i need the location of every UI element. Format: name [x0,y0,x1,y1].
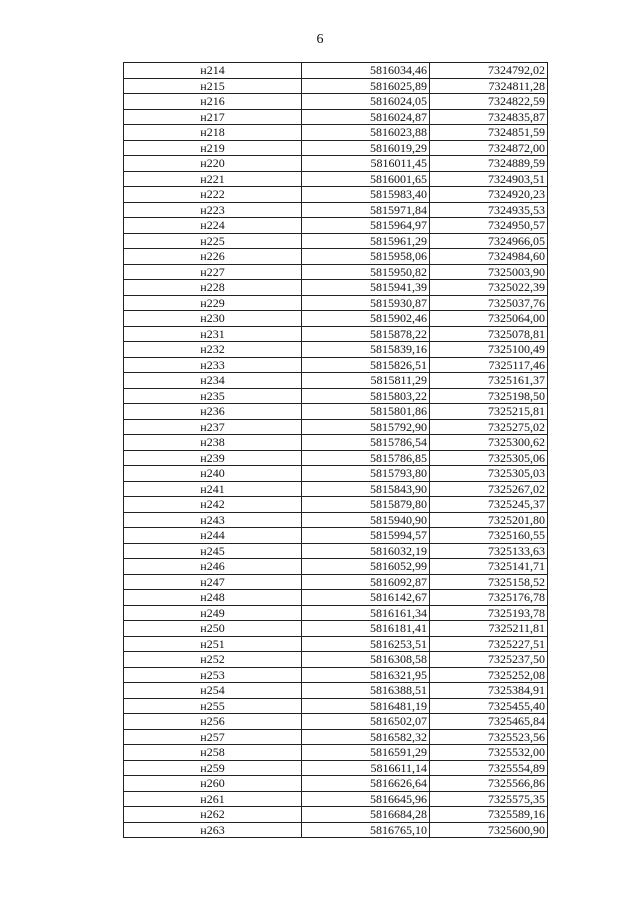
point-id-cell: н258 [124,745,302,761]
y-coordinate-cell: 7325305,03 [430,466,548,482]
point-id-cell: н217 [124,109,302,125]
table-row [124,543,548,559]
point-id-cell: н227 [124,264,302,280]
table-row [124,698,548,714]
table-row [124,388,548,404]
point-id-cell: н228 [124,280,302,296]
point-id-cell: н238 [124,435,302,451]
point-id-cell: н251 [124,636,302,652]
point-id-cell: н237 [124,419,302,435]
table-row [124,109,548,125]
y-coordinate-cell: 7324811,28 [430,78,548,94]
point-id-cell: н214 [124,63,302,79]
y-coordinate-cell: 7324872,00 [430,140,548,156]
point-id-cell: н263 [124,822,302,838]
x-coordinate-cell: 5815786,85 [302,450,430,466]
point-id-cell: н220 [124,156,302,172]
x-coordinate-cell: 5816321,95 [302,667,430,683]
y-coordinate-cell: 7324835,87 [430,109,548,125]
table-row [124,621,548,637]
y-coordinate-cell: 7324822,59 [430,94,548,110]
y-coordinate-cell: 7325160,55 [430,528,548,544]
y-coordinate-cell: 7324903,51 [430,171,548,187]
x-coordinate-cell: 5816024,87 [302,109,430,125]
y-coordinate-cell: 7325575,35 [430,791,548,807]
point-id-cell: н235 [124,388,302,404]
x-coordinate-cell: 5816502,07 [302,714,430,730]
table-row [124,156,548,172]
point-id-cell: н259 [124,760,302,776]
table-row [124,652,548,668]
point-id-cell: н249 [124,605,302,621]
y-coordinate-cell: 7324851,59 [430,125,548,141]
table-row [124,791,548,807]
x-coordinate-cell: 5816388,51 [302,683,430,699]
y-coordinate-cell: 7325078,81 [430,326,548,342]
x-coordinate-cell: 5815971,84 [302,202,430,218]
table-row [124,63,548,79]
table-row [124,78,548,94]
table-row [124,636,548,652]
point-id-cell: н232 [124,342,302,358]
point-id-cell: н262 [124,807,302,823]
y-coordinate-cell: 7325227,51 [430,636,548,652]
table-row [124,435,548,451]
x-coordinate-cell: 5815930,87 [302,295,430,311]
y-coordinate-cell: 7325215,81 [430,404,548,420]
table-row [124,512,548,528]
point-id-cell: н245 [124,543,302,559]
coordinates-table [123,62,548,838]
y-coordinate-cell: 7325554,89 [430,760,548,776]
table-row [124,94,548,110]
table-row [124,404,548,420]
x-coordinate-cell: 5815961,29 [302,233,430,249]
x-coordinate-cell: 5816684,28 [302,807,430,823]
x-coordinate-cell: 5816024,05 [302,94,430,110]
y-coordinate-cell: 7325037,76 [430,295,548,311]
y-coordinate-cell: 7325600,90 [430,822,548,838]
point-id-cell: н216 [124,94,302,110]
point-id-cell: н231 [124,326,302,342]
y-coordinate-cell: 7325003,90 [430,264,548,280]
table-row [124,528,548,544]
x-coordinate-cell: 5816308,58 [302,652,430,668]
x-coordinate-cell: 5815940,90 [302,512,430,528]
x-coordinate-cell: 5816765,10 [302,822,430,838]
table-row [124,264,548,280]
x-coordinate-cell: 5816611,14 [302,760,430,776]
point-id-cell: н247 [124,574,302,590]
x-coordinate-cell: 5815826,51 [302,357,430,373]
point-id-cell: н255 [124,698,302,714]
x-coordinate-cell: 5816019,29 [302,140,430,156]
table-row [124,249,548,265]
table-row [124,760,548,776]
point-id-cell: н254 [124,683,302,699]
point-id-cell: н229 [124,295,302,311]
x-coordinate-cell: 5816092,87 [302,574,430,590]
y-coordinate-cell: 7325176,78 [430,590,548,606]
table-row [124,590,548,606]
point-id-cell: н239 [124,450,302,466]
point-id-cell: н221 [124,171,302,187]
table-row [124,125,548,141]
point-id-cell: н261 [124,791,302,807]
x-coordinate-cell: 5815879,80 [302,497,430,513]
y-coordinate-cell: 7324966,05 [430,233,548,249]
y-coordinate-cell: 7325201,80 [430,512,548,528]
y-coordinate-cell: 7325267,02 [430,481,548,497]
table-row [124,822,548,838]
y-coordinate-cell: 7325589,16 [430,807,548,823]
x-coordinate-cell: 5816032,19 [302,543,430,559]
y-coordinate-cell: 7325455,40 [430,698,548,714]
y-coordinate-cell: 7325532,00 [430,745,548,761]
table-row [124,481,548,497]
x-coordinate-cell: 5816481,19 [302,698,430,714]
table-row [124,667,548,683]
x-coordinate-cell: 5816181,41 [302,621,430,637]
table-row [124,311,548,327]
table-row [124,605,548,621]
y-coordinate-cell: 7325252,08 [430,667,548,683]
table-row [124,714,548,730]
x-coordinate-cell: 5815803,22 [302,388,430,404]
table-row [124,171,548,187]
coordinates-table-body [124,63,548,838]
y-coordinate-cell: 7325465,84 [430,714,548,730]
table-row [124,187,548,203]
table-row [124,218,548,234]
table-row [124,342,548,358]
point-id-cell: н241 [124,481,302,497]
y-coordinate-cell: 7325158,52 [430,574,548,590]
x-coordinate-cell: 5815964,97 [302,218,430,234]
y-coordinate-cell: 7324950,57 [430,218,548,234]
y-coordinate-cell: 7324889,59 [430,156,548,172]
y-coordinate-cell: 7325237,50 [430,652,548,668]
point-id-cell: н219 [124,140,302,156]
y-coordinate-cell: 7325064,00 [430,311,548,327]
x-coordinate-cell: 5815950,82 [302,264,430,280]
page-number: 6 [316,32,324,47]
y-coordinate-cell: 7324984,60 [430,249,548,265]
x-coordinate-cell: 5815801,86 [302,404,430,420]
point-id-cell: н257 [124,729,302,745]
y-coordinate-cell: 7325198,50 [430,388,548,404]
x-coordinate-cell: 5816025,89 [302,78,430,94]
y-coordinate-cell: 7325141,71 [430,559,548,575]
y-coordinate-cell: 7324935,53 [430,202,548,218]
y-coordinate-cell: 7325275,02 [430,419,548,435]
x-coordinate-cell: 5815793,80 [302,466,430,482]
x-coordinate-cell: 5815811,29 [302,373,430,389]
x-coordinate-cell: 5815839,16 [302,342,430,358]
table-row [124,745,548,761]
table-row [124,776,548,792]
x-coordinate-cell: 5815878,22 [302,326,430,342]
table-row [124,450,548,466]
point-id-cell: н240 [124,466,302,482]
table-row [124,574,548,590]
x-coordinate-cell: 5815994,57 [302,528,430,544]
x-coordinate-cell: 5816253,51 [302,636,430,652]
table-row [124,295,548,311]
point-id-cell: н243 [124,512,302,528]
point-id-cell: н250 [124,621,302,637]
y-coordinate-cell: 7325245,37 [430,497,548,513]
x-coordinate-cell: 5816001,65 [302,171,430,187]
table-row [124,202,548,218]
x-coordinate-cell: 5816052,99 [302,559,430,575]
x-coordinate-cell: 5816582,32 [302,729,430,745]
y-coordinate-cell: 7325100,49 [430,342,548,358]
x-coordinate-cell: 5815786,54 [302,435,430,451]
point-id-cell: н248 [124,590,302,606]
point-id-cell: н222 [124,187,302,203]
x-coordinate-cell: 5815941,39 [302,280,430,296]
y-coordinate-cell: 7325161,37 [430,373,548,389]
y-coordinate-cell: 7325211,81 [430,621,548,637]
table-row [124,357,548,373]
point-id-cell: н218 [124,125,302,141]
x-coordinate-cell: 5815983,40 [302,187,430,203]
table-row [124,373,548,389]
y-coordinate-cell: 7325305,06 [430,450,548,466]
point-id-cell: н252 [124,652,302,668]
table-row [124,729,548,745]
point-id-cell: н253 [124,667,302,683]
x-coordinate-cell: 5815843,90 [302,481,430,497]
table-row [124,807,548,823]
table-row [124,280,548,296]
table-row [124,683,548,699]
y-coordinate-cell: 7325523,56 [430,729,548,745]
point-id-cell: н223 [124,202,302,218]
table-row [124,326,548,342]
x-coordinate-cell: 5816142,67 [302,590,430,606]
point-id-cell: н226 [124,249,302,265]
x-coordinate-cell: 5816011,45 [302,156,430,172]
y-coordinate-cell: 7325300,62 [430,435,548,451]
point-id-cell: н244 [124,528,302,544]
x-coordinate-cell: 5816626,64 [302,776,430,792]
point-id-cell: н225 [124,233,302,249]
y-coordinate-cell: 7325022,39 [430,280,548,296]
x-coordinate-cell: 5815958,06 [302,249,430,265]
y-coordinate-cell: 7325566,86 [430,776,548,792]
x-coordinate-cell: 5815902,46 [302,311,430,327]
point-id-cell: н234 [124,373,302,389]
x-coordinate-cell: 5816645,96 [302,791,430,807]
table-row [124,559,548,575]
y-coordinate-cell: 7324792,02 [430,63,548,79]
table-row [124,140,548,156]
y-coordinate-cell: 7325384,91 [430,683,548,699]
point-id-cell: н242 [124,497,302,513]
y-coordinate-cell: 7324920,23 [430,187,548,203]
point-id-cell: н256 [124,714,302,730]
table-row [124,497,548,513]
point-id-cell: н236 [124,404,302,420]
x-coordinate-cell: 5815792,90 [302,419,430,435]
point-id-cell: н233 [124,357,302,373]
y-coordinate-cell: 7325117,46 [430,357,548,373]
point-id-cell: н224 [124,218,302,234]
table-row [124,419,548,435]
point-id-cell: н260 [124,776,302,792]
point-id-cell: н246 [124,559,302,575]
x-coordinate-cell: 5816034,46 [302,63,430,79]
x-coordinate-cell: 5816023,88 [302,125,430,141]
y-coordinate-cell: 7325193,78 [430,605,548,621]
table-row [124,466,548,482]
y-coordinate-cell: 7325133,63 [430,543,548,559]
point-id-cell: н230 [124,311,302,327]
table-row [124,233,548,249]
x-coordinate-cell: 5816161,34 [302,605,430,621]
point-id-cell: н215 [124,78,302,94]
x-coordinate-cell: 5816591,29 [302,745,430,761]
